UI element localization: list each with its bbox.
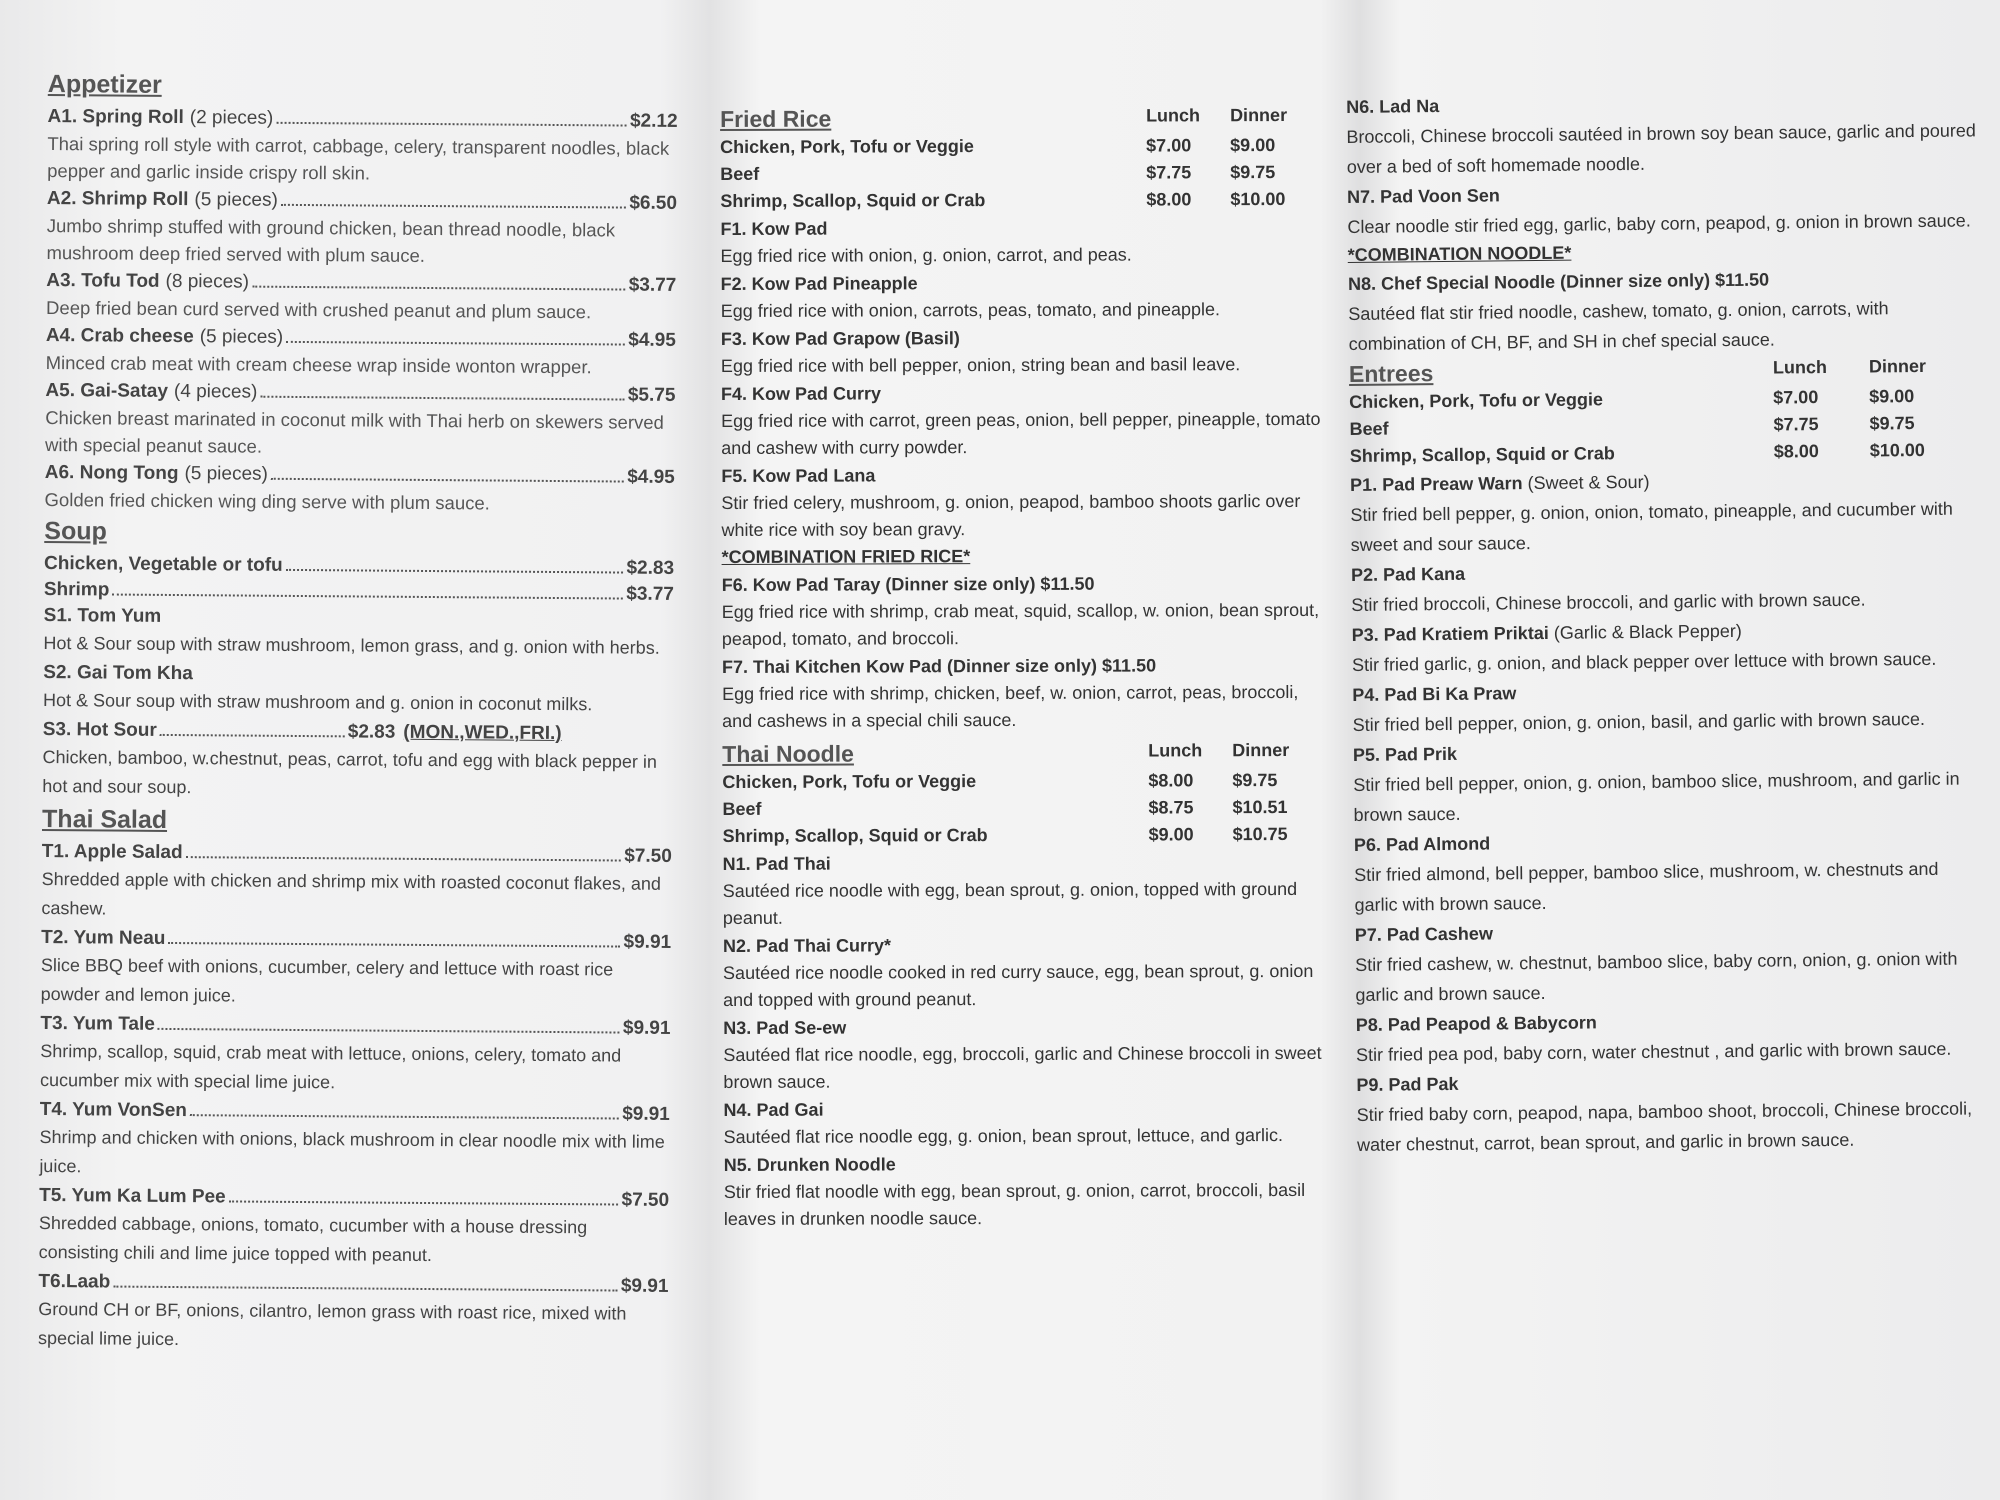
leader-dots <box>276 122 627 127</box>
menu-item <box>721 323 1321 380</box>
item-description: Stir fried bell pepper, onion, g. onion, basil, and garlic with brown sauce. <box>1352 708 1926 735</box>
item-title: N5. Drunken Noodle <box>723 1154 896 1175</box>
item-title: N1. Pad Thai <box>722 853 831 874</box>
lunch-price: $7.75 <box>1146 162 1192 183</box>
item-name: T1. Apple Salad <box>41 840 183 864</box>
protein-option: Shrimp, Scallop, Squid or Crab <box>1349 443 1615 466</box>
leader-dots <box>229 1200 619 1205</box>
item-title: N8. Chef Special Noodle (Dinner size only) $11.50 <box>1347 269 1770 294</box>
item-name: T3. Yum Tale <box>40 1012 155 1035</box>
menu-item <box>47 104 678 189</box>
item-name <box>723 1094 1323 1124</box>
leader-dots <box>252 286 626 291</box>
combo-title-fried-rice: *COMBINATION FRIED RICE* <box>721 546 971 567</box>
menu-item <box>1355 913 1986 1010</box>
item-description: Egg fried rice with onion, carrots, peas, tomato, and pineapple. <box>720 299 1221 321</box>
item-description: Chicken breast marinated in coconut milk with Thai herb on skewers served with special peanut sauce. <box>44 406 664 457</box>
thai-noodle-price-table <box>722 737 1322 850</box>
item-name: S2. Gai Tom Kha <box>43 661 193 685</box>
item-name: T5. Yum Ka Lum Pee <box>39 1184 226 1208</box>
lunch-price: $7.00 <box>1773 387 1819 408</box>
item-description: Hot & Sour soup with straw mushroom, lemon grass, and g. onion with herbs. <box>43 632 660 658</box>
item-price: $9.91 <box>622 1017 671 1039</box>
menu-item <box>721 378 1321 462</box>
item-price: $7.50 <box>621 1189 670 1211</box>
fried-rice-list <box>720 213 1321 544</box>
item-description: Sautéed rice noodle cooked in red curry sauce, egg, bean sprout, g. onion and topped with ground peanut. <box>722 960 1314 1010</box>
item-description: Stir fried pea pod, baby corn, water chestnut , and garlic with brown sauce. <box>1355 1038 1952 1065</box>
menu-item <box>1347 175 1978 242</box>
item-name <box>723 848 1323 878</box>
item-portion: (5 pieces) <box>194 189 278 211</box>
menu-item <box>1346 85 1977 182</box>
menu-item <box>722 651 1322 735</box>
item-name: A4. Crab cheese <box>45 324 194 348</box>
lunch-price: $8.75 <box>1148 797 1194 818</box>
item-name <box>721 460 1321 490</box>
item-description: Thai spring roll style with carrot, cabbage, celery, transparent noodles, black pepper and garlic inside crispy roll skin. <box>47 132 670 184</box>
section-title-thai-salad: Thai Salad <box>41 804 168 834</box>
item-title: N2. Pad Thai Curry* <box>722 935 892 956</box>
item-days: (MON.,WED.,FRI.) <box>403 721 562 745</box>
item-title: F2. Kow Pad Pineapple <box>720 273 918 294</box>
appetizer-list <box>44 104 677 518</box>
protein-option: Beef <box>722 798 762 819</box>
item-title: N4. Pad Gai <box>723 1099 824 1120</box>
soup-price-list <box>44 551 674 608</box>
menu-item <box>43 603 673 663</box>
item-name <box>721 268 1321 298</box>
item-description: Shredded cabbage, onions, tomato, cucumber with a house dressing consisting chili and lime juice topped with peanut. <box>38 1212 588 1266</box>
leader-dots <box>286 569 624 574</box>
soup-price-name: Chicken, Vegetable or tofu <box>44 552 283 576</box>
item-name <box>724 1149 1324 1179</box>
item-name: S3. Hot Sour <box>42 718 157 741</box>
item-name: A1. Spring Roll <box>47 105 184 129</box>
menu-item <box>1351 553 1982 620</box>
item-description: Stir fried celery, mushroom, g. onion, peapod, bamboo shoots garlic over white rice with soy bean gravy. <box>721 490 1301 540</box>
leader-dots <box>113 1286 618 1292</box>
menu-item <box>45 378 676 463</box>
menu-item <box>723 1012 1323 1096</box>
protein-option: Chicken, Pork, Tofu or Veggie <box>722 771 977 792</box>
item-description: Golden fried chicken wing ding serve with plum sauce. <box>44 488 490 514</box>
protein-option: Shrimp, Scallop, Squid or Crab <box>720 190 986 211</box>
item-price: $9.91 <box>623 931 672 953</box>
column-header-dinner: Dinner <box>1868 355 1927 377</box>
item-portion: (Garlic & Black Pepper) <box>1553 620 1742 643</box>
item-price: $5.75 <box>627 384 676 406</box>
menu-item <box>723 1094 1323 1151</box>
menu-item <box>1348 262 1979 359</box>
menu-item <box>46 323 676 381</box>
item-title: P4. Pad Bi Ka Praw <box>1352 683 1517 705</box>
item-title: F7. Thai Kitchen Kow Pad (Dinner size only) $11.50 <box>721 655 1157 677</box>
column-header-lunch: Lunch <box>1148 740 1203 761</box>
leader-dots <box>271 478 624 483</box>
leader-dots <box>260 396 625 401</box>
item-portion: (Sweet & Sour) <box>1527 471 1650 494</box>
item-description: Slice BBQ beef with onions, cucumber, celery and lettuce with roast rice powder and lemon juice. <box>40 954 614 1006</box>
menu-item <box>1353 733 1984 830</box>
item-description: Stir fried bell pepper, g. onion, onion, tomato, pineapple, and cucumber with sweet and sour sauce. <box>1350 498 1953 555</box>
menu-item <box>40 1011 671 1100</box>
item-title: N6. Lad Na <box>1346 96 1440 117</box>
item-name: A3. Tofu Tod <box>46 269 160 292</box>
item-price: $9.91 <box>620 1275 669 1297</box>
leader-dots <box>281 204 627 209</box>
menu-item <box>39 1097 670 1186</box>
protein-option: Beef <box>720 163 760 184</box>
item-name <box>722 651 1322 681</box>
item-description: Sautéed flat stir fried noodle, cashew, tomato, g. onion, carrots, with combination of CH, BF, and SH in chef special sauce. <box>1348 298 1889 354</box>
menu-item <box>39 1183 670 1272</box>
item-name: T4. Yum VonSen <box>39 1098 188 1122</box>
soup-price: $2.83 <box>626 557 675 579</box>
item-title: N3. Pad Se-ew <box>723 1017 847 1038</box>
item-title: F3. Kow Pad Grapow (Basil) <box>720 328 960 349</box>
item-name: T2. Yum Neau <box>41 926 166 949</box>
item-name: A6. Nong Tong <box>44 461 179 485</box>
item-title: F6. Kow Pad Taray (Dinner size only) $11.50 <box>721 573 1095 595</box>
item-title: P2. Pad Kana <box>1350 563 1466 585</box>
item-description: Sautéed flat rice noodle, egg, broccoli, garlic and Chinese broccoli in sweet brown sauce. <box>723 1042 1322 1092</box>
combo-noodle-list <box>1348 262 1979 359</box>
item-title: N7. Pad Voon Sen <box>1346 185 1500 207</box>
lunch-price: $9.00 <box>1148 824 1194 845</box>
soup-price-row <box>44 551 674 582</box>
item-description: Stir fried broccoli, Chinese broccoli, and garlic with brown sauce. <box>1351 589 1866 615</box>
item-description: Stir fried garlic, g. onion, and black pepper over lettuce with brown sauce. <box>1351 648 1937 675</box>
item-title: F5. Kow Pad Lana <box>721 465 876 486</box>
menu-item <box>1350 463 1981 560</box>
item-description: Stir fried baby corn, peapod, napa, bamboo shoot, broccoli, Chinese broccoli, water chestnut, carrot, bean sprout, and garlic in brown sauce. <box>1356 1098 1973 1155</box>
column-header-dinner: Dinner <box>1232 740 1290 761</box>
combo-title-noodle: *COMBINATION NOODLE* <box>1347 242 1572 265</box>
soup-list <box>43 603 674 720</box>
thai-salad-list <box>38 839 672 1358</box>
item-description: Egg fried rice with shrimp, chicken, beef, w. onion, carrot, peas, broccoli, and cashews in a special chili sauce. <box>722 681 1299 731</box>
menu-item <box>1356 1003 1987 1070</box>
dinner-price: $9.00 <box>1230 135 1276 156</box>
protein-option: Chicken, Pork, Tofu or Veggie <box>1349 389 1604 412</box>
item-description: Stir fried bell pepper, onion, g. onion, bamboo slice, mushroom, and garlic in brown sauce. <box>1353 768 1960 825</box>
item-price: $6.50 <box>629 192 678 214</box>
item-description: Shredded apple with chicken and shrimp mix with roasted coconut flakes, and cashew. <box>41 868 662 919</box>
item-description: Clear noodle stir fried egg, garlic, baby corn, peapod, g. onion in brown sauce. <box>1347 210 1971 237</box>
leader-dots <box>190 1114 619 1119</box>
combo-fried-rice-list <box>722 569 1323 735</box>
item-price: $9.91 <box>622 1103 670 1125</box>
lunch-price: $7.75 <box>1773 414 1819 435</box>
item-description: Stir fried almond, bell pepper, bamboo slice, mushroom, w. chestnuts and garlic with brown sauce. <box>1354 858 1939 915</box>
menu-item <box>1352 613 1983 680</box>
menu-item-hot-sour <box>42 717 673 806</box>
dinner-price: $9.75 <box>1230 162 1276 183</box>
item-name: T6.Laab <box>38 1270 111 1293</box>
item-name <box>723 1012 1323 1042</box>
menu-item <box>41 839 672 928</box>
lunch-price: $8.00 <box>1146 189 1192 210</box>
item-portion: (4 pieces) <box>173 380 258 403</box>
dinner-price: $10.00 <box>1230 189 1286 210</box>
item-title: F4. Kow Pad Curry <box>720 383 882 404</box>
lunch-price: $7.00 <box>1146 135 1192 156</box>
item-price: $7.50 <box>624 845 672 867</box>
item-description: Broccoli, Chinese broccoli sautéed in brown soy bean sauce, garlic and poured over a bed of soft homemade noodle. <box>1346 120 1976 177</box>
menu-item <box>38 1269 669 1358</box>
item-portion: (5 pieces) <box>184 463 268 485</box>
leader-dots <box>168 942 620 948</box>
item-description: Egg fried rice with carrot, green peas, onion, bell pepper, pineapple, tomato and cashew with curry powder. <box>721 408 1321 458</box>
fried-rice-price-table <box>720 102 1320 215</box>
item-title: P5. Pad Prik <box>1352 743 1458 765</box>
item-description: Sautéed flat rice noodle egg, g. onion, bean sprout, lettuce, and garlic. <box>723 1125 1284 1147</box>
menu-item <box>720 213 1320 270</box>
dinner-price: $10.75 <box>1232 824 1288 845</box>
item-name <box>722 569 1322 599</box>
menu-panel-right <box>1346 85 1987 1160</box>
item-description: Egg fried rice with bell pepper, onion, string bean and basil leave. <box>720 354 1241 376</box>
menu-item <box>723 930 1323 1014</box>
menu-item <box>41 925 672 1014</box>
item-description: Chicken, bamboo, w.chestnut, peas, carrot, tofu and egg with black pepper in hot and sour soup. <box>42 746 658 798</box>
dinner-price: $9.75 <box>1869 413 1915 434</box>
menu-panel-middle <box>720 102 1324 1233</box>
menu-item <box>1352 673 1983 740</box>
dinner-price: $9.00 <box>1869 386 1915 407</box>
item-description: Stir fried cashew, w. chestnut, bamboo slice, baby corn, onion, g. onion with garlic and brown sauce. <box>1355 948 1958 1005</box>
item-description: Shrimp, scallop, squid, crab meat with lettuce, onions, celery, tomato and cucumber mix with special lime juice. <box>39 1040 622 1093</box>
item-name: A5. Gai-Satay <box>45 379 169 402</box>
section-title-entrees: Entrees <box>1348 360 1434 387</box>
leader-dots <box>186 856 622 861</box>
thai-noodle-list <box>723 848 1324 1233</box>
item-portion: (8 pieces) <box>165 270 250 293</box>
lunch-price: $8.00 <box>1148 770 1194 791</box>
entrees-price-table <box>1349 352 1980 470</box>
leader-dots <box>158 1028 620 1034</box>
leader-dots <box>160 734 345 737</box>
item-title: P1. Pad Preaw Warn <box>1350 473 1523 495</box>
menu-item <box>1354 823 1985 920</box>
menu-item <box>46 186 677 271</box>
menu-item <box>721 460 1321 544</box>
item-name: A2. Shrimp Roll <box>46 187 189 211</box>
item-price: $2.83 <box>347 721 396 743</box>
item-name <box>723 930 1323 960</box>
item-title: P6. Pad Almond <box>1353 833 1491 855</box>
item-price: $3.77 <box>628 274 677 296</box>
thai-noodle-list-continued <box>1346 85 1978 242</box>
item-portion: (2 pieces) <box>189 107 274 129</box>
item-portion: (5 pieces) <box>199 326 284 348</box>
menu-panel-left <box>38 66 678 1360</box>
item-price: $2.12 <box>629 110 678 132</box>
dinner-price: $10.51 <box>1232 797 1288 818</box>
item-title: F1. Kow Pad <box>720 218 828 239</box>
dinner-price: $9.75 <box>1232 770 1278 791</box>
item-description: Minced crab meat with cream cheese wrap inside wonton wrapper. <box>45 351 592 378</box>
item-description: Hot & Sour soup with straw mushroom and g. onion in coconut milks. <box>42 689 593 715</box>
lunch-price: $8.00 <box>1773 441 1819 462</box>
item-name <box>721 323 1321 353</box>
leader-dots <box>286 341 625 346</box>
item-title: P7. Pad Cashew <box>1354 923 1493 945</box>
item-name <box>721 378 1321 408</box>
menu-item <box>46 268 676 326</box>
item-name: S1. Tom Yum <box>43 604 162 627</box>
item-description: Stir fried flat noodle with egg, bean sprout, g. onion, carrot, broccoli, basil leaves in drunken noodle sauce. <box>723 1179 1306 1229</box>
item-description: Egg fried rice with shrimp, crab meat, squid, scallop, w. onion, bean sprout, peapod, tomato, and broccoli. <box>721 599 1320 649</box>
item-description: Egg fried rice with onion, g. onion, carrot, and peas. <box>720 244 1132 266</box>
item-description: Deep fried bean curd served with crushed peanut and plum sauce. <box>46 296 592 323</box>
item-title: P3. Pad Kratiem Priktai <box>1351 622 1549 645</box>
item-title: P8. Pad Peapod & Babycorn <box>1355 1012 1597 1035</box>
column-header-lunch: Lunch <box>1772 356 1828 378</box>
section-title-soup: Soup <box>44 516 107 546</box>
soup-price-name: Shrimp <box>43 578 110 601</box>
section-title-fried-rice: Fried Rice <box>720 105 832 132</box>
item-price: $4.95 <box>627 466 675 488</box>
section-title-appetizer: Appetizer <box>47 69 162 99</box>
entrees-list <box>1350 463 1987 1160</box>
protein-option: Chicken, Pork, Tofu or Veggie <box>720 136 974 157</box>
item-price: $4.95 <box>628 329 676 351</box>
item-name <box>720 213 1320 243</box>
protein-option: Beef <box>1349 418 1389 439</box>
menu-item <box>1356 1063 1987 1160</box>
protein-option: Shrimp, Scallop, Squid or Crab <box>722 825 988 846</box>
menu-item <box>43 660 673 720</box>
column-header-dinner: Dinner <box>1230 105 1288 126</box>
item-description: Ground CH or BF, onions, cilantro, lemon grass with roast rice, mixed with special lime juice. <box>37 1298 627 1350</box>
menu-item <box>723 848 1323 932</box>
menu-item <box>44 460 674 518</box>
column-header-lunch: Lunch <box>1146 105 1201 126</box>
dinner-price: $10.00 <box>1869 439 1925 461</box>
section-title-thai-noodle: Thai Noodle <box>722 740 854 767</box>
item-title: P9. Pad Pak <box>1356 1073 1459 1095</box>
leader-dots <box>112 594 623 600</box>
menu-item <box>722 569 1322 653</box>
item-description: Jumbo shrimp stuffed with ground chicken, bean thread noodle, black mushroom deep fried served with plum sauce. <box>46 214 616 266</box>
menu-item <box>724 1149 1324 1233</box>
item-description: Shrimp and chicken with onions, black mushroom in clear noodle mix with lime juice. <box>39 1126 665 1177</box>
soup-price: $3.77 <box>626 583 674 605</box>
menu-item <box>721 268 1321 325</box>
item-description: Sautéed rice noodle with egg, bean sprout, g. onion, topped with ground peanut. <box>722 878 1298 928</box>
